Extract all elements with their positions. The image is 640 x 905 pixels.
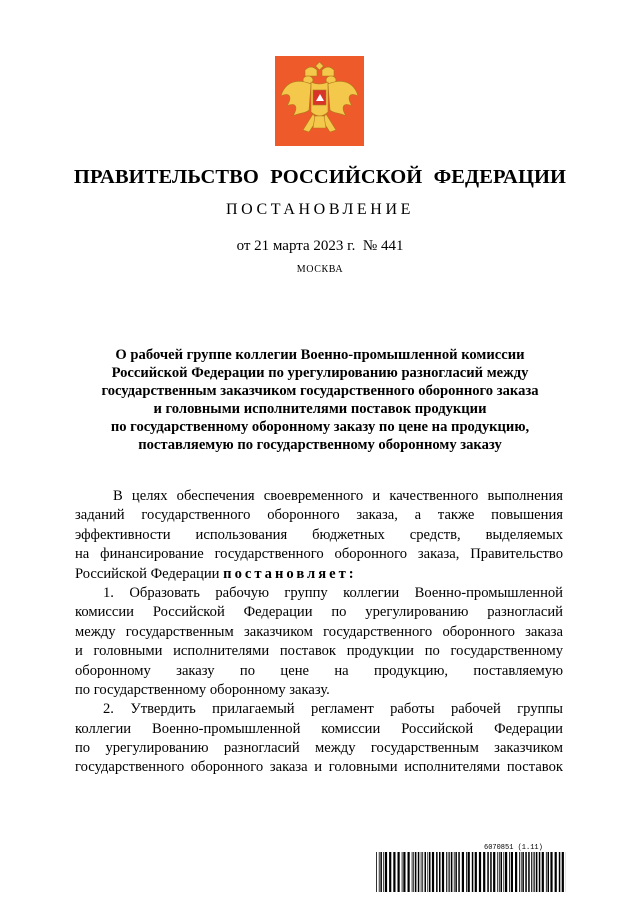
barcode-icon (376, 852, 566, 892)
title-line: Российской Федерации по урегулированию разногласий между (111, 365, 529, 381)
title-line: поставляемую по государственному оборонному заказу (138, 437, 502, 453)
item1-line: комиссии Российской Федерации по урегулированию разногласий (75, 604, 563, 621)
document-body (75, 487, 563, 778)
title-line: и головными исполнителями поставок продукции (153, 401, 487, 417)
item1-line: 1. Образовать рабочую группу коллегии Военно-промышленной (103, 584, 563, 601)
intro-last-text: Российской Федерации (75, 565, 220, 582)
resolves-keyword: постановляет: (223, 565, 357, 582)
title-line: О рабочей группе коллегии Военно-промышленной комиссии (115, 347, 525, 363)
item1-line: оборонному заказу по цене на продукцию, поставляемую (75, 662, 563, 679)
intro-line: заданий государственного оборонного заказа, а также повышения (75, 507, 563, 524)
item2-line: государственного оборонного заказа и головными исполнителями поставок (75, 759, 563, 776)
item1-line: по государственному оборонному заказу. (75, 681, 330, 698)
item1-line: между государственным заказчиком государственного оборонного заказа (75, 623, 563, 640)
title-line: государственным заказчиком государственного оборонного заказа (101, 383, 539, 399)
item2-line: коллегии Военно-промышленной комиссии Российской Федерации (75, 720, 563, 737)
government-name: ПРАВИТЕЛЬСТВО РОССИЙСКОЙ ФЕДЕРАЦИИ (73, 166, 567, 188)
city: МОСКВА (296, 264, 344, 275)
title-line: по государственному оборонному заказу по цене на продукцию, (110, 419, 530, 435)
document-type: ПОСТАНОВЛЕНИЕ (226, 201, 414, 218)
item1-line: и головными исполнителями поставок продукции по государственному (75, 643, 563, 660)
intro-line: эффективности использования бюджетных средств, выделяемых (75, 526, 563, 543)
intro-last-line (75, 565, 563, 584)
intro-line: В целях обеспечения своевременного и качественного выполнения (113, 488, 563, 504)
date-and-number: от 21 марта 2023 г. № 441 (236, 238, 404, 254)
barcode-number: 6070851 (1.11) (484, 844, 543, 852)
document-title (70, 346, 570, 454)
item2-line: по урегулированию разногласий между государственным заказчиком (75, 740, 563, 757)
russian-coat-of-arms-icon (275, 56, 364, 146)
item2-line: 2. Утвердить прилагаемый регламент работы рабочей группы (103, 701, 563, 718)
intro-line: на финансирование государственного оборонного заказа, Правительство (75, 546, 563, 563)
